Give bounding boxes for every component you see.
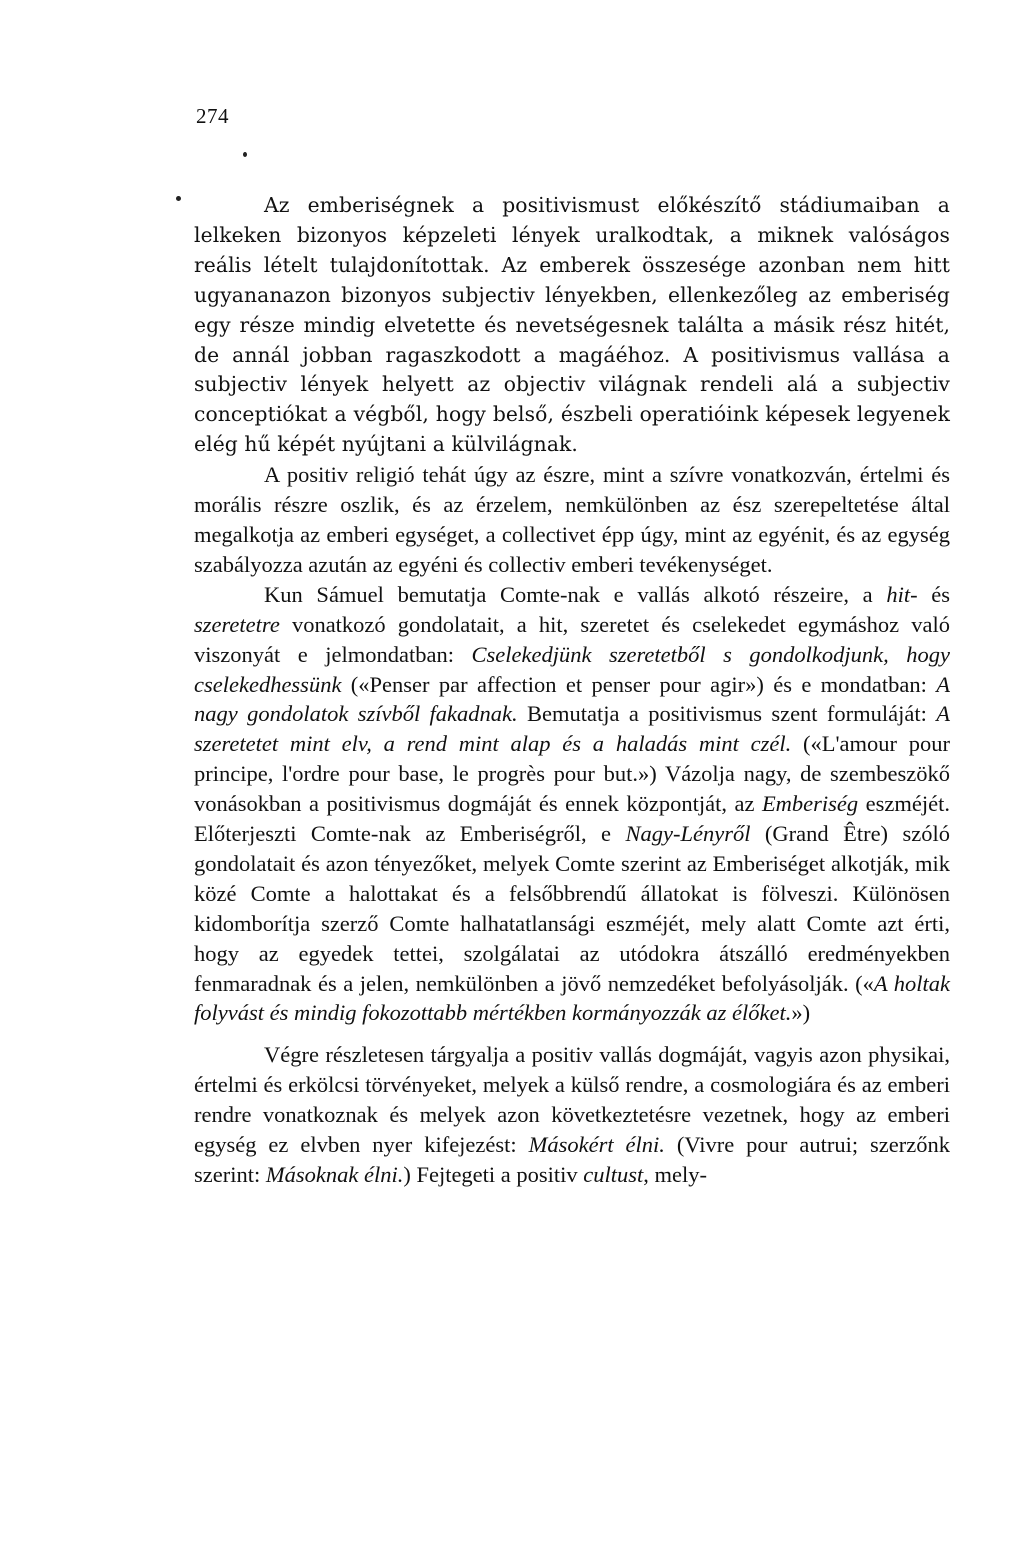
text-run: , mely-	[643, 1162, 708, 1187]
text-run: («Penser par affection et penser pour agir») és e mondatban:	[341, 671, 937, 697]
text-run: és	[917, 581, 951, 607]
italic-text: Másokért élni.	[528, 1132, 665, 1158]
text-run: (Grand Être) szóló gondolatait és azon tényezőket, melyek Comte szerint az Emberiséget alkotják, mik közé Comte a halottakat és a felsőbbrendű állatokat is fölveszi. Különösen kidomborítja szerző Comte halhatatlansági eszméjét, mely alatt Comte azt érti, hogy az egyedek tettei, szolgálatai az utódokra átszálló eredményekben fenmaradnak és a jelen, nemkülönben a jövő nemzedéket befolyásolják. («	[194, 821, 950, 996]
paragraph	[194, 191, 950, 460]
italic-text: Cselekedjünk szeretetből s gondolkodjunk, hogy cselekedhessünk	[194, 641, 950, 697]
italic-text: cultust	[583, 1162, 644, 1187]
text-run: Végre részletesen tárgyalja a positiv vallás dogmáját, vagyis azon physikai, értelmi és erkölcsi törvényeket, melyek a külső rendre, a cosmologiára és az emberi rendre vonatkoznak és melyek azon következtetésre vezetnek, hogy az emberi egység ez elvben nyer kifejezést:	[194, 1042, 950, 1158]
italic-text: Emberiség	[761, 791, 859, 817]
page-number: 274	[196, 104, 229, 128]
italic-text: A nagy gondolatok szívből fakadnak.	[194, 671, 950, 727]
print-speck	[176, 196, 181, 201]
paragraph	[194, 460, 950, 580]
text-run: ) Fejtegeti a positiv	[403, 1162, 584, 1187]
text-run: vonatkozó gondolatait, a hit, szeretet és cselekedet egymáshoz való viszonyát e jelmondatban:	[194, 611, 950, 667]
text-run: Bemutatja a positivismus szent formuláját:	[517, 701, 937, 727]
italic-text: szeretetre	[194, 611, 280, 637]
italic-text: A holtak folyvást és mindig fokozottabb mértékben kormányozzák az élőket.	[194, 970, 950, 1026]
paragraph	[194, 580, 950, 1029]
text-run: eszméjét. Előterjeszti Comte-nak az Emberiségről, e	[194, 791, 950, 847]
italic-text: Nagy-Lényről	[625, 821, 751, 847]
text-run: (Vivre pour autrui; szerzőnk szerint:	[194, 1132, 951, 1187]
text-run: A positiv religió tehát úgy az észre, mint a szívre vonatkozván, értelmi és morális részre oszlik, és az érzelem, nemkülönben az ész szerepeltetése által megalkotja az emberi egységet, a collectivet épp úgy, mint az egyénit, és az egység szabályozza azután az egyéni és collectiv emberi tevékenységet.	[194, 462, 950, 577]
paragraph	[194, 1040, 950, 1190]
text-run: Kun Sámuel bemutatja Comte-nak e vallás alkotó részeire, a	[264, 581, 887, 607]
body-text	[194, 191, 950, 1190]
text-run: Az emberiségnek a positivismust előkészítő stádiumaiban a lelkeken bizonyos képzeleti lények uralkodtak, a miknek valóságos reális lételt tulajdonítottak. Az emberek összesége azonban nem hitt ugyananazon bizonyos subjectiv lényekben, ellenkezőleg az emberiség egy része mindig elvetette és nevetségesnek találta a másik rész hitét, de annál jobban ragaszkodott a magáéhoz. A positivismus vallása a subjectiv lények helyett az objectiv világnak rendeli alá a subjectiv conceptiókat a végből, hogy belső, észbeli operatióink képesek legyenek elég hű képét nyújtani a külvilágnak.	[194, 193, 950, 457]
print-speck	[243, 152, 247, 157]
italic-text: A szeretetet mint elv, a rend mint alap és a haladás mint czél.	[194, 701, 950, 757]
italic-text: Másoknak élni.	[265, 1162, 404, 1187]
text-run: »)	[791, 1000, 811, 1026]
text-run: («L'amour pour principe, l'ordre pour base, le progrès pour but.») Vázolja nagy, de szembeszökő vonásokban a positivismus dogmáját és ennek központját, az	[194, 731, 950, 817]
italic-text: hit-	[886, 581, 918, 607]
